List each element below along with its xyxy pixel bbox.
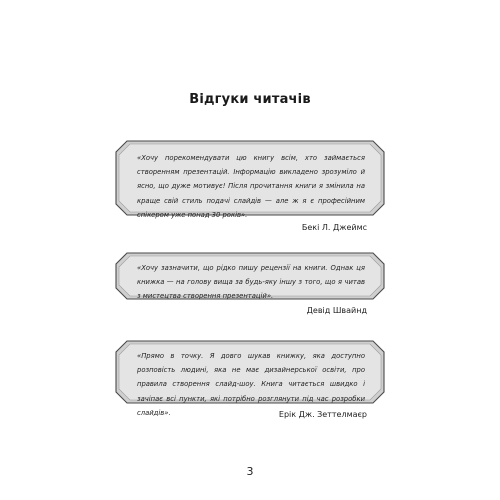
review-card	[115, 252, 385, 300]
review-author: Бекі Л. Джеймс	[301, 223, 367, 232]
review-author: Девід Швайнд	[306, 306, 367, 315]
review-text: «Хочу порекомендувати цю книгу всім, хто займається створенням презентацій. Інформацію викладено зрозуміло й ясно, що дуже мотивує! Після прочитання книги я змінила на краще свій стиль подачі слайдів — але ж я є професійним спікером уже понад 30 років».	[137, 154, 365, 219]
review-text: «Прямо в точку. Я довго шукав книжку, яка доступно розповість людині, яка не має дизайнерської освіти, про правила створення слайд-шоу. Книга читається швидко і зачіпає всі пункти, які потрібно розглянути під час розробки слайдів».	[137, 352, 365, 417]
review-author: Ерік Дж. Зеттелмаєр	[278, 410, 367, 419]
review-text: «Хочу зазначити, що рідко пишу рецензії на книги. Однак ця книжка — на голову вища за будь-яку іншу з того, що я читав з мистецтва створення презентацій».	[137, 264, 365, 301]
page-number: 3	[246, 465, 254, 478]
page-title: Відгуки читачів	[189, 92, 311, 107]
review-card	[115, 140, 385, 219]
